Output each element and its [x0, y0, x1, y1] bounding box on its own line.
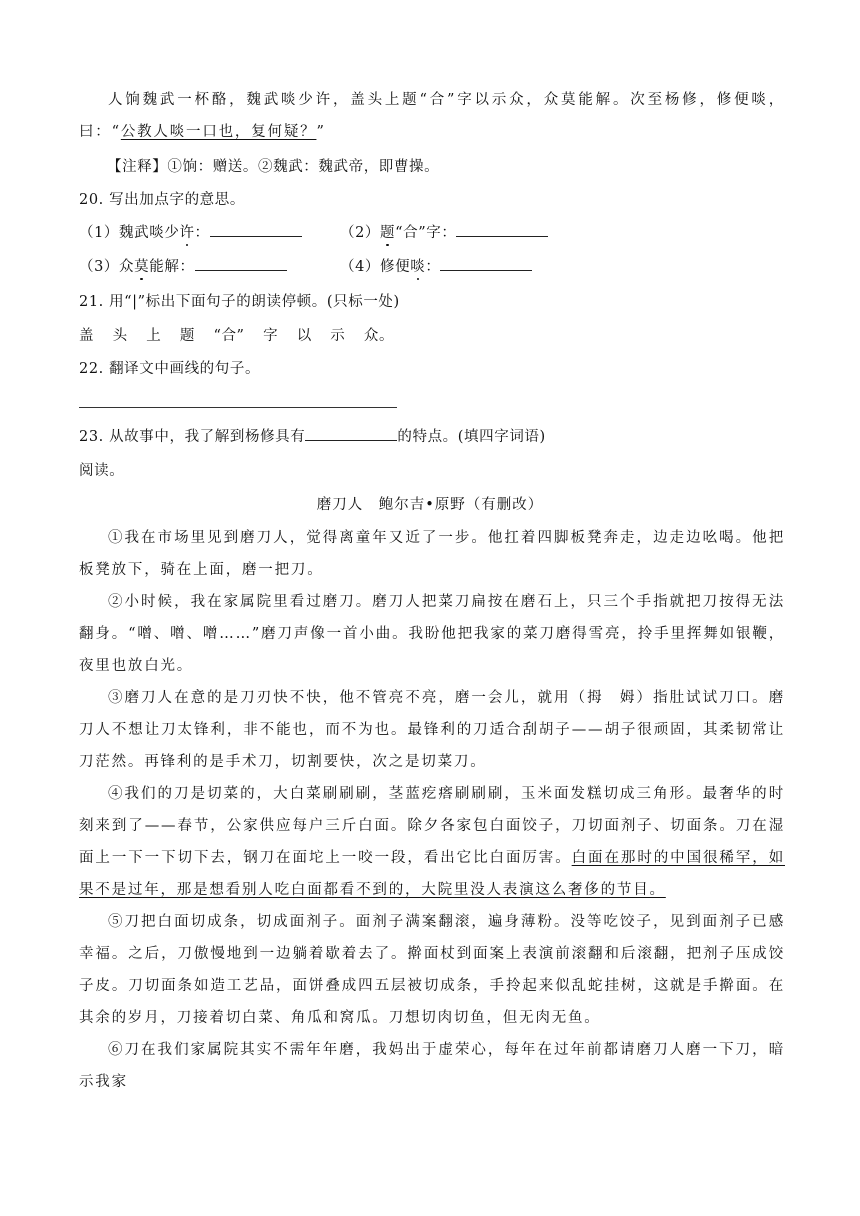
q20-item2-pre: （2）: [340, 225, 381, 241]
essay-title: 磨刀人 鲍尔吉•原野（有删改）: [316, 497, 544, 513]
annotation-note: [107, 155, 439, 176]
dotted-char: 许: [179, 221, 194, 242]
answer-blank[interactable]: [210, 222, 302, 237]
q20-item3-post: 能解：: [149, 259, 195, 275]
note-text: ①饷：赠送。②魏武：魏武帝，即曹操。: [167, 159, 440, 175]
answer-blank[interactable]: [195, 256, 287, 271]
essay-paragraph: ②小时候，我在家属院里看过磨刀。磨刀人把菜刀扁按在磨石上，只三个手指就把刀按得无法翻身。“噌、噌、噌……”磨刀声像一首小曲。我盼他把我家的菜刀磨得雪亮，拎手里挥舞如银鞭，夜里也放白光。: [79, 594, 785, 674]
q21-char[interactable]: “合”: [213, 328, 245, 344]
essay-body: [79, 522, 785, 1098]
q21-char[interactable]: 盖: [79, 328, 95, 344]
q20-title: 20. 写出加点字的意思。: [79, 192, 245, 208]
answer-blank[interactable]: [440, 256, 532, 271]
essay-underlined-sentence: 白面在那时的中国很稀罕，如果不是过年，那是想看别人吃白面都看不到的，大院里没人表演这么奢侈的节目。: [79, 850, 785, 898]
q21-char[interactable]: 示: [330, 328, 346, 344]
q21-char[interactable]: 上: [146, 328, 162, 344]
q20-item1-post: ：: [194, 225, 210, 241]
q21-sentence[interactable]: [79, 324, 413, 345]
read-label: 阅读。: [79, 463, 125, 479]
answer-blank[interactable]: [456, 222, 548, 237]
q21-char[interactable]: 众。: [363, 328, 395, 344]
q20-item4-pre: （4）修便: [340, 259, 411, 275]
q20-item3: [79, 255, 287, 276]
q23-post: 的特点。(填四字词语): [397, 429, 546, 445]
q20-item4-post: ：: [425, 259, 441, 275]
essay-paragraph: [79, 778, 785, 906]
dotted-char: 莫: [134, 255, 149, 276]
note-label: 【注释】: [107, 159, 168, 175]
essay-paragraph: ③磨刀人在意的是刀刃快不快，他不管亮不亮，磨一会儿，就用（拇 姆）指肚试试刀口。磨刀人不想让刀太锋利，非不能也，而不为也。最锋利的刀适合刮胡子——胡子很顽固，其柔韧常让刀茫然。再锋利的是手术刀，切割要快，次之是切菜刀。: [79, 690, 785, 770]
q21-char[interactable]: 以: [296, 328, 312, 344]
q20-item1-pre: （1）魏武啖少: [79, 225, 180, 241]
q20-item4: [340, 255, 532, 276]
answer-blank[interactable]: [305, 426, 397, 441]
q21-title: 21. 用“|”标出下面句子的朗读停顿。(只标一处): [79, 294, 400, 310]
dotted-char: 题: [380, 221, 395, 242]
q21-char[interactable]: 头: [112, 328, 128, 344]
q20-item3-pre: （3）众: [79, 259, 135, 275]
q20-item1: [79, 221, 302, 242]
dotted-char: 啖: [410, 255, 425, 276]
q20-item2: [340, 221, 548, 242]
essay-paragraph: ⑤刀把白面切成条，切成面剂子。面剂子满案翻滚，遍身薄粉。没等吃饺子，见到面剂子已感幸福。之后，刀傲慢地到一边躺着歇着去了。擀面杖到面案上表演前滚翻和后滚翻，把剂子压成饺子皮。刀切面条如造工艺品，面饼叠成四五层被切成条，手拎起来似乱蛇挂树，这就是手擀面。在其余的岁月，刀接着切白菜、角瓜和窝瓜。刀想切肉切鱼，但无肉无鱼。: [79, 914, 785, 1026]
classical-passage: [79, 84, 785, 148]
q22-title: 22. 翻译文中画线的句子。: [79, 361, 261, 377]
classical-underlined-sentence: 公教人啖一口也，复何疑？: [120, 124, 317, 140]
q20-item2-post: “合”字：: [395, 225, 457, 241]
classical-quote-end: ”: [316, 124, 326, 140]
q22-answer-line[interactable]: [79, 407, 397, 408]
essay-paragraph-text: ④我们的刀是切菜的，大白菜刷刷刷，茎蓝疙瘩刷刷刷，玉米面发糕切成三角形。最奢华的时刻来到了——春节，公家供应每户三斤白面。除夕各家包白面饺子，刀切面剂子、切面条。刀在湿面上一下一下切下去，钢刀在面坨上一咬一段，看出它比白面厉害。: [79, 786, 785, 866]
q23-pre: 23. 从故事中，我了解到杨修具有: [79, 429, 306, 445]
q21-char[interactable]: 字: [263, 328, 279, 344]
q23-question: [79, 425, 546, 446]
classical-text: 人饷魏武一杯酪，魏武啖少许，盖头上题“合”字以示众，众莫能解。次至杨修，修便啖，曰：“: [79, 92, 785, 140]
essay-paragraph: ⑥刀在我们家属院其实不需年年磨，我妈出于虚荣心，每年在过年前都请磨刀人磨一下刀，暗示我家: [79, 1042, 785, 1090]
essay-paragraph: ①我在市场里见到磨刀人，觉得离童年又近了一步。他扛着四脚板凳奔走，边走边吆喝。他把板凳放下，骑在上面，磨一把刀。: [79, 530, 785, 578]
q21-char[interactable]: 题: [179, 328, 195, 344]
